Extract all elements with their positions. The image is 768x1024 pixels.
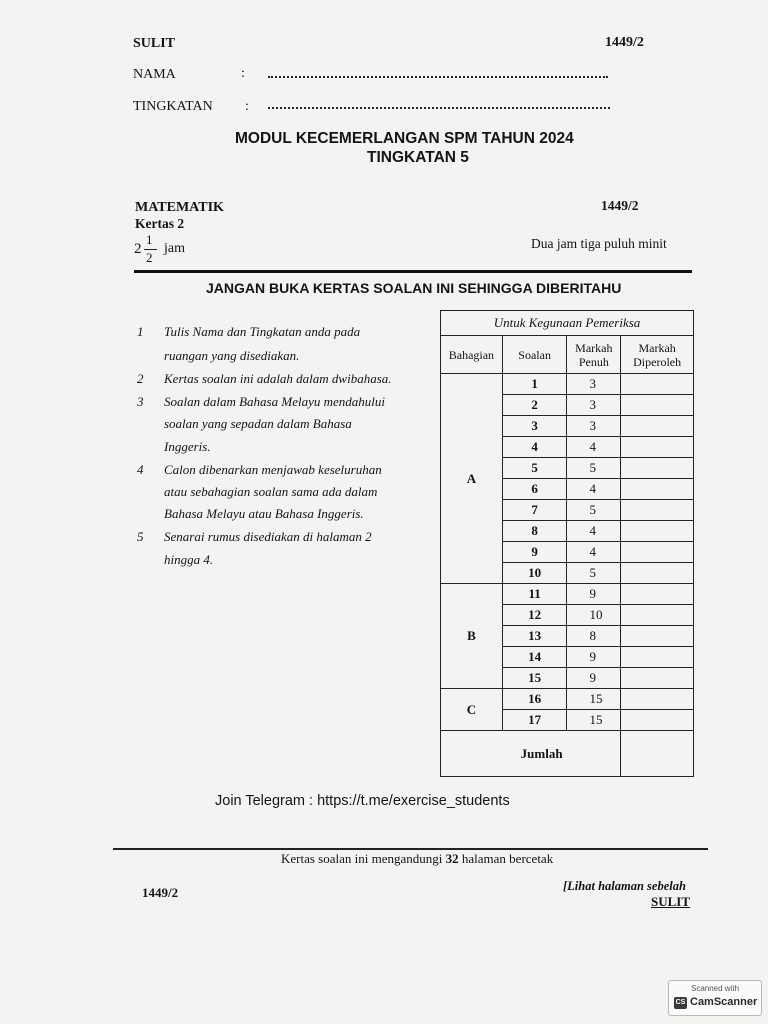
instruction-line: hingga 4.	[164, 552, 214, 567]
full-marks: 9	[567, 584, 621, 605]
nama-dotted-line	[268, 76, 608, 78]
scanned-with-text: Scanned with	[691, 984, 740, 993]
instruction-number: 5	[137, 529, 144, 544]
page-count-prefix: Kertas soalan ini mengandungi	[281, 851, 443, 866]
tingkatan-dotted-line	[268, 107, 610, 109]
header-markah-diperoleh	[621, 336, 694, 374]
table-row	[441, 731, 694, 777]
question-number: 6	[502, 479, 567, 500]
instruction-line: Kertas soalan ini adalah dalam dwibahasa.	[164, 371, 392, 386]
header-divider	[134, 270, 692, 273]
question-number: 13	[502, 626, 567, 647]
full-marks: 3	[567, 374, 621, 395]
paper-code-bottom: 1449/2	[142, 885, 179, 900]
instruction-number: 4	[137, 462, 144, 477]
obtained-marks-cell[interactable]	[621, 479, 694, 500]
sulit-bottom: SULIT	[651, 894, 691, 909]
table-row	[441, 584, 694, 605]
obtained-marks-cell[interactable]	[621, 647, 694, 668]
question-number: 16	[502, 689, 567, 710]
module-title: MODUL KECEMERLANGAN SPM TAHUN 2024	[235, 130, 574, 147]
full-marks: 3	[567, 395, 621, 416]
question-number: 12	[502, 605, 567, 626]
full-marks: 5	[567, 500, 621, 521]
header-markah-diperoleh-line1: Markah	[638, 340, 676, 355]
table-row	[441, 374, 694, 395]
full-marks: 4	[567, 479, 621, 500]
subject-name: MATEMATIK	[135, 200, 224, 215]
instruction-line: soalan yang sepadan dalam Bahasa	[164, 416, 352, 431]
question-number: 1	[502, 374, 567, 395]
instruction-number: 1	[137, 324, 144, 339]
obtained-marks-cell[interactable]	[621, 521, 694, 542]
full-marks: 9	[567, 668, 621, 689]
full-marks: 15	[567, 689, 621, 710]
instruction-line: Soalan dalam Bahasa Melayu mendahului	[164, 394, 385, 409]
question-number: 2	[502, 395, 567, 416]
obtained-marks-cell[interactable]	[621, 542, 694, 563]
form-title: TINGKATAN 5	[367, 149, 469, 166]
header-markah-penuh-line2: Penuh	[578, 354, 609, 369]
table-caption: Untuk Kegunaan Pemeriksa	[441, 311, 694, 336]
instruction-line: atau sebahagian soalan sama ada dalam	[164, 484, 378, 499]
duration-numerator: 1	[146, 232, 153, 247]
obtained-marks-cell[interactable]	[621, 584, 694, 605]
camscanner-brand: CamScanner	[690, 996, 758, 1008]
obtained-marks-cell[interactable]	[621, 605, 694, 626]
full-marks: 5	[567, 563, 621, 584]
full-marks: 8	[567, 626, 621, 647]
obtained-marks-cell[interactable]	[621, 458, 694, 479]
tingkatan-label: TINGKATAN	[133, 99, 213, 114]
obtained-marks-cell[interactable]	[621, 500, 694, 521]
obtained-marks-cell[interactable]	[621, 395, 694, 416]
obtained-marks-cell[interactable]	[621, 563, 694, 584]
obtained-marks-cell[interactable]	[621, 416, 694, 437]
page-count-note	[281, 851, 553, 867]
instruction-line: Senarai rumus disediakan di halaman 2	[164, 529, 372, 544]
question-number: 3	[502, 416, 567, 437]
question-number: 15	[502, 668, 567, 689]
question-number: 14	[502, 647, 567, 668]
paper-code-subject: 1449/2	[601, 198, 639, 213]
sulit-top: SULIT	[133, 36, 176, 51]
obtained-marks-cell[interactable]	[621, 437, 694, 458]
table-row	[441, 689, 694, 710]
see-next-page: [Lihat halaman sebelah	[563, 879, 686, 893]
nama-label: NAMA	[133, 67, 176, 82]
obtained-marks-cell[interactable]	[621, 668, 694, 689]
question-number: 7	[502, 500, 567, 521]
obtained-marks-cell[interactable]	[621, 626, 694, 647]
obtained-marks-cell[interactable]	[621, 710, 694, 731]
section-c-label: C	[441, 689, 503, 731]
question-number: 9	[502, 542, 567, 563]
full-marks: 10	[567, 605, 621, 626]
header-bahagian: Bahagian	[441, 336, 503, 374]
obtained-marks-cell[interactable]	[621, 689, 694, 710]
total-marks-cell[interactable]	[621, 731, 694, 777]
duration-words: Dua jam tiga puluh minit	[531, 236, 667, 251]
instruction-line: Bahasa Melayu atau Bahasa Inggeris.	[164, 506, 364, 521]
paper-code-top: 1449/2	[605, 35, 644, 50]
full-marks: 5	[567, 458, 621, 479]
full-marks: 3	[567, 416, 621, 437]
question-number: 17	[502, 710, 567, 731]
duration-whole: 2	[134, 241, 142, 257]
instruction-line: ruangan yang disediakan.	[164, 348, 300, 363]
examiner-marks-table	[440, 310, 694, 777]
page-count-suffix: halaman bercetak	[461, 851, 554, 866]
paper-label: Kertas 2	[135, 216, 185, 231]
question-number: 11	[502, 584, 567, 605]
telegram-link[interactable]: Join Telegram : https://t.me/exercise_students	[215, 793, 510, 809]
page-count: 32	[445, 851, 459, 866]
instruction-number: 2	[137, 371, 144, 386]
question-number: 4	[502, 437, 567, 458]
tingkatan-colon: :	[245, 99, 249, 114]
instruction-number: 3	[137, 394, 144, 409]
total-label: Jumlah	[441, 731, 621, 777]
question-number: 8	[502, 521, 567, 542]
instruction-line: Calon dibenarkan menjawab keseluruhan	[164, 462, 382, 477]
full-marks: 4	[567, 437, 621, 458]
full-marks: 4	[567, 542, 621, 563]
full-marks: 15	[567, 710, 621, 731]
footer-divider	[113, 848, 708, 850]
obtained-marks-cell[interactable]	[621, 374, 694, 395]
duration-unit: jam	[164, 241, 185, 256]
header-soalan: Soalan	[502, 336, 567, 374]
do-not-open-warning: JANGAN BUKA KERTAS SOALAN INI SEHINGGA DIBERITAHU	[206, 280, 622, 296]
camscanner-logo-icon: CS	[674, 997, 687, 1009]
header-markah-penuh	[567, 336, 621, 374]
header-markah-penuh-line1: Markah	[575, 340, 613, 355]
question-number: 5	[502, 458, 567, 479]
full-marks: 4	[567, 521, 621, 542]
nama-colon: :	[241, 66, 245, 81]
section-b-label: B	[441, 584, 503, 689]
full-marks: 9	[567, 647, 621, 668]
camscanner-watermark	[668, 980, 762, 1016]
instruction-line: Inggeris.	[164, 439, 211, 454]
question-number: 10	[502, 563, 567, 584]
header-markah-diperoleh-line2: Diperoleh	[633, 354, 682, 369]
instruction-line: Tulis Nama dan Tingkatan anda pada	[164, 324, 361, 339]
duration-denominator: 2	[146, 250, 153, 265]
section-a-label: A	[441, 374, 503, 584]
